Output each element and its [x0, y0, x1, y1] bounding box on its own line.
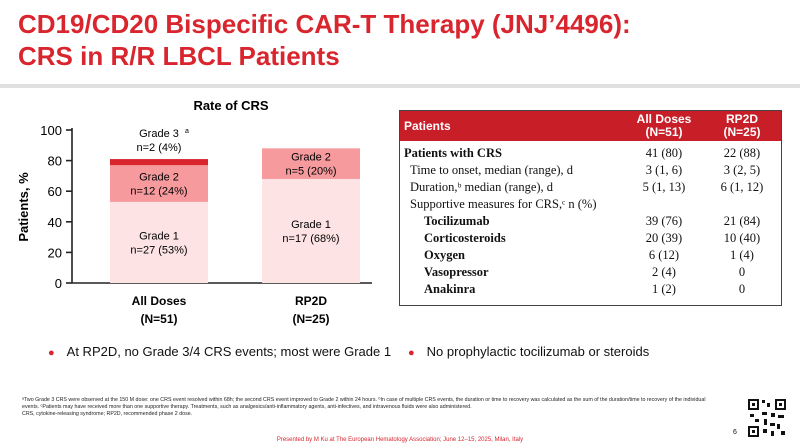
cell-all-doses: 1 (2): [652, 282, 676, 296]
segment-value-label: n=5 (20%): [285, 165, 337, 178]
title-line-1: CD19/CD20 Bispecific CAR-T Therapy (JNJ’4496):: [18, 9, 631, 39]
bullet-item: ● No prophylactic tocilizumab or steroids: [408, 344, 650, 359]
row-label: Supportive measures for CRS,ᶜ n (%): [410, 197, 597, 211]
chart-title: Rate of CRS: [193, 98, 269, 113]
row-label: Anakinra: [424, 282, 476, 296]
page-number: 6: [733, 429, 737, 436]
segment-label: Grade 3: [139, 128, 179, 141]
bullet-icon: ●: [48, 347, 55, 359]
cell-rp2d: 21 (84): [723, 214, 761, 228]
bar-grade-3: [110, 159, 208, 165]
x-category-label: All Doses: [131, 294, 187, 308]
footnote-marker: a: [185, 128, 189, 136]
x-category-sublabel: (N=25): [292, 312, 330, 326]
cell-all-doses: 20 (39): [645, 231, 683, 245]
cell-all-doses: 5 (1, 13): [642, 180, 686, 194]
cell-rp2d: 3 (2, 5): [723, 163, 761, 177]
segment-label: Grade 1: [139, 230, 179, 243]
table-body: [400, 141, 781, 298]
cell-rp2d: 1 (4): [730, 248, 754, 262]
table-row: [400, 196, 781, 213]
row-label: Patients with CRS: [404, 146, 502, 160]
y-tick-label: 0: [54, 276, 62, 291]
table-row: [400, 264, 781, 281]
header-all-doses: All Doses (N=51): [625, 111, 703, 141]
row-label: Oxygen: [424, 248, 465, 262]
segment-value-label: n=17 (68%): [282, 232, 340, 245]
cell-all-doses: 39 (76): [645, 214, 683, 228]
row-label: Vasopressor: [424, 265, 489, 279]
row-label: Corticosteroids: [424, 231, 506, 245]
cell-all-doses: 41 (80): [645, 146, 683, 160]
table-row: [400, 141, 781, 162]
table-row: [400, 162, 781, 179]
x-category-sublabel: (N=51): [140, 312, 178, 326]
table-row: [400, 213, 781, 230]
crs-rate-chart: [0, 90, 390, 340]
row-label: Time to onset, median (range), d: [410, 163, 574, 177]
segment-label: Grade 2: [291, 151, 331, 164]
footnote-abbreviations: CRS, cytokine-releasing syndrome; RP2D, recommended phase 2 dose.: [22, 411, 193, 417]
cell-rp2d: 22 (88): [723, 146, 761, 160]
y-tick-label: 20: [47, 245, 62, 261]
row-label: Tocilizumab: [424, 214, 490, 228]
title-line-2: CRS in R/R LBCL Patients: [18, 41, 340, 71]
qr-code-icon: [747, 398, 787, 438]
cell-rp2d: [703, 196, 781, 213]
y-tick-label: 100: [40, 123, 62, 138]
row-label: Duration,ᵇ median (range), d: [410, 180, 554, 194]
segment-value-label: n=12 (24%): [130, 185, 188, 198]
segment-value-label: n=2 (4%): [136, 142, 182, 155]
header-rp2d: RP2D (N=25): [703, 111, 781, 141]
cell-all-doses: [625, 196, 703, 213]
y-tick-label: 40: [47, 214, 62, 230]
table-header-row: [400, 111, 781, 141]
cell-rp2d: 6 (1, 12): [720, 180, 764, 194]
crs-table: [399, 110, 782, 306]
header-patients: Patients: [400, 111, 625, 141]
cell-rp2d: 0: [738, 265, 746, 279]
bullet-item: ● At RP2D, no Grade 3/4 CRS events; most were Grade 1: [48, 344, 392, 359]
footnote-text: ᵃTwo Grade 3 CRS were observed at the 150 M dose: one CRS event resolved within 68h; the second CRS event improved to Grade 2 within 24 hours. ᵇIn case of multiple CRS events, the duration or time to recovery was calculated as the sum of the duration/time to recovery of the individual events. ᶜPatients may have received more than one supportive therapy. Treatments, such as analgesics/anti-inflammatory agents, anti-infectives, and intravenous fluids were also administered.: [22, 397, 706, 410]
cell-all-doses: 2 (4): [652, 265, 676, 279]
segment-label: Grade 2: [139, 171, 179, 184]
segment-label: Grade 1: [291, 218, 331, 231]
x-category-label: RP2D: [294, 294, 328, 308]
table-row: [400, 281, 781, 298]
cell-all-doses: 6 (12): [648, 248, 680, 262]
table-row: [400, 179, 781, 196]
cell-rp2d: 10 (40): [723, 231, 761, 245]
table-row: [400, 230, 781, 247]
cell-rp2d: 0: [738, 282, 746, 296]
y-tick-label: 60: [47, 184, 62, 200]
presented-by: Presented by M Ku at The European Hematology Association; June 12–15, 2025, Milan, Italy: [276, 437, 524, 443]
bullet-icon: ●: [408, 347, 415, 359]
cell-all-doses: 3 (1, 6): [645, 163, 683, 177]
footnote: [22, 397, 722, 418]
table-row: [400, 247, 781, 264]
segment-value-label: n=27 (53%): [130, 244, 188, 257]
y-axis-label: Patients, %: [16, 172, 31, 242]
title-divider: [0, 84, 800, 88]
slide-title: [18, 8, 631, 72]
y-tick-label: 80: [47, 153, 62, 169]
